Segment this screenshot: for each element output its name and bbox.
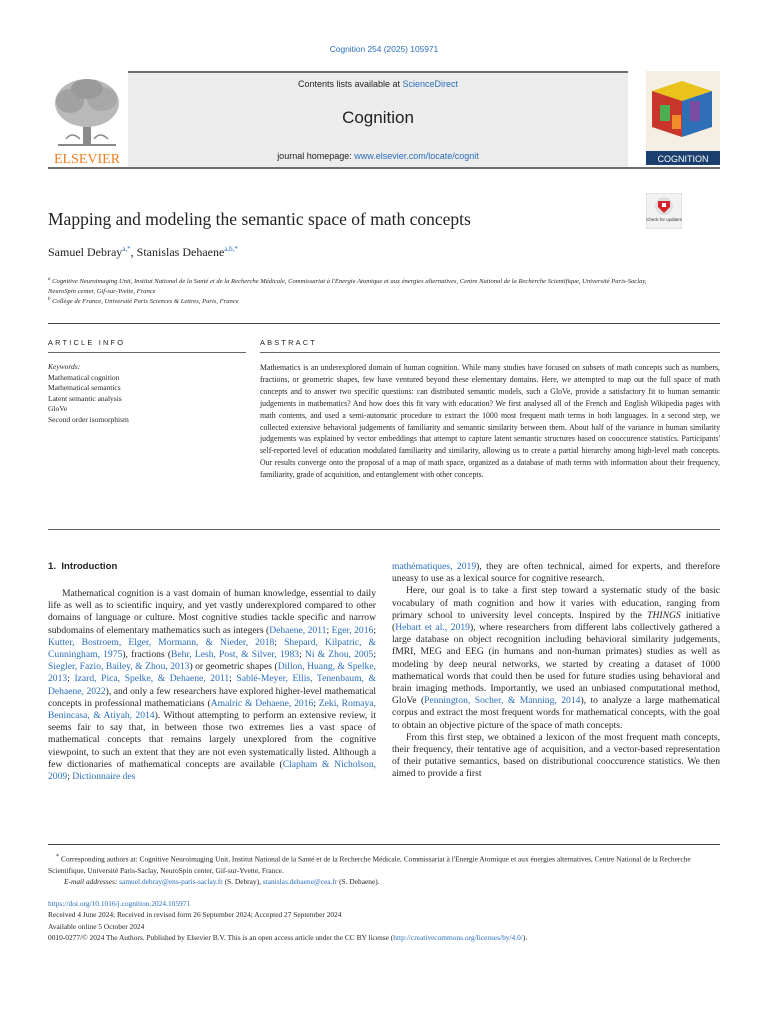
body-text: ; bbox=[373, 624, 376, 636]
contents-prefix: Contents lists available at bbox=[297, 79, 403, 89]
license-link[interactable]: http://creativecommons.org/licenses/by/4.0/ bbox=[393, 932, 523, 942]
abstract-text: Mathematics is an underexplored domain of human cognition. While many studies have focused on subsets of math concepts such as numbers, fractions, or geometric shapes, few have ventured beyond these elementary domains. Here, we attempted to map out the full space of math concepts and to answer two specific questions: can distributed semantic models, such a GloVe, provide a satisfactory fit to human semantic judgements in mathematics? And how does this fit vary with education? We first analysed all of the French and English Wikipedia pages with math contents, and used a semi-automatic procedure to extract the 1000 most frequent math terms in both languages. In a second step, we collected extensive behavioral judgements of familiarity and semantic similarity between them. About half of the variance in human similarity judgements was explained by vector embeddings that attempt to capture latent semantic structures based on cooccurence statistics. Participants' self-reported level of education modulated familiarity and similarity, allowing us to create a partial hierarchy among high-level math concepts. Our results converge onto the proposal of a map of math space, organized as a database of math terms with information about their frequency, familiarity, grade of acquisition, and entanglement with other concepts. bbox=[260, 363, 720, 480]
keyword: GloVe bbox=[48, 404, 68, 414]
license-line bbox=[48, 932, 720, 943]
body-text: initiative ( bbox=[392, 609, 720, 634]
body-text: Mathematical cognition is a vast domain of human knowledge, essential to daily life as well as to scientific inquiry, and yet vastly underexplored compared to other domains of language or culture. Most cognitive studies tackle specific and narrow subdomains of elementary mathematics such as integers ( bbox=[48, 588, 376, 636]
cover-image bbox=[646, 71, 720, 165]
body-text: ). Without attempting to perform an extensive review, it seems fair to say that, in between those two extremes lies a vast space of mathematical concepts that remains largely unexplored from the cognitive viewpoint, to such an extent that they are not even systematically listed. Although a few dictionaries of mathematical concepts are available ( bbox=[48, 710, 376, 770]
paragraph bbox=[392, 561, 720, 585]
body-text: ; bbox=[299, 649, 305, 661]
email-label: E-mail addresses: bbox=[64, 877, 120, 887]
doi-link[interactable]: https://doi.org/10.1016/j.cognition.2024.105971 bbox=[48, 899, 191, 908]
keyword: Mathematical cognition bbox=[48, 372, 120, 382]
license-text: 0010-0277/© 2024 The Authors. Published by Elsevier B.V. This is an open access article under the CC BY license ( bbox=[48, 932, 394, 942]
citation-link[interactable]: Amalric & Dehaene, 2016 bbox=[210, 697, 314, 709]
author-name: Samuel Debray bbox=[48, 245, 123, 259]
article-info-heading: ARTICLE INFO bbox=[48, 338, 126, 347]
section-number: 1. bbox=[48, 561, 57, 572]
footnote-body: Corresponding authors at: Cognitive Neuroimaging Unit, Institut National de la Santé et de la Recherche Médicale, Commissariat à l'Energie Atomique et aux énergies alternatives, Centre National de la Recherche Scientifique, Université Paris-Saclay, NeuroSpin center, Gif-sur-Yvette, France. bbox=[48, 854, 691, 875]
keyword: Latent semantic analysis bbox=[48, 393, 122, 403]
email-link[interactable]: samuel.debray@ens-paris-saclay.fr bbox=[119, 877, 223, 887]
email-owner: (S. Debray), bbox=[222, 877, 263, 887]
elsevier-wordmark: ELSEVIER bbox=[53, 152, 121, 165]
citation-link[interactable]: Hebart et al., 2019 bbox=[395, 622, 470, 634]
history-dates: Received 4 June 2024; Received in revised form 26 September 2024; Accepted 27 September 2024 bbox=[48, 910, 342, 920]
license-text: ). bbox=[522, 932, 528, 942]
author-affiliation-marks[interactable]: a,* bbox=[122, 245, 131, 253]
citation-link[interactable]: Ni & Zhou, 2005 bbox=[304, 649, 374, 661]
section-title: Introduction bbox=[61, 561, 118, 572]
journal-name: Cognition bbox=[342, 108, 414, 127]
abstract-heading: ABSTRACT bbox=[260, 338, 318, 347]
body-text: ; bbox=[229, 673, 237, 685]
corresponding-author-footnote bbox=[48, 852, 720, 888]
body-text: ) or geometric shapes ( bbox=[189, 661, 278, 673]
citation-link[interactable]: Eger, 2016 bbox=[331, 624, 374, 636]
homepage-link[interactable]: www.elsevier.com/locate/cognit bbox=[354, 151, 479, 161]
body-text: ), to analyze a large mathematical corpus and extract the most frequent words for mathematical concepts, with the goal to obtain an objective picture of the space of math concepts. bbox=[392, 695, 721, 731]
citation-link[interactable]: Dillon, Huang, & Spelke, 2013 bbox=[48, 661, 376, 685]
body-text: Here, our goal is to take a first step toward a systematic study of the basic vocabulary of math cognition and how it varies with education, ranging from primary school to university level concepts. Inspired by the bbox=[392, 585, 720, 621]
sciencedirect-link[interactable]: ScienceDirect bbox=[402, 79, 459, 89]
footnote-text bbox=[48, 852, 720, 876]
check-for-updates-badge[interactable] bbox=[646, 193, 682, 229]
journal-cover[interactable] bbox=[646, 71, 720, 165]
body-text: ), where researchers from different labs collectively gathered a large database on object recognition including behavioral similarity judgements, fMRI, MEG and EEG (in humans and non-human primates) studies as well as modeling by deep neural networks, we started by creating a dataset of 1000 mathematical words that could then be used for future studies using behavioral and brain imaging methods. Importantly, we used an unbiased computational method, GloVe ( bbox=[392, 622, 720, 707]
citation-link[interactable]: Dehaene, 2011 bbox=[269, 624, 327, 636]
front-matter bbox=[48, 898, 720, 943]
citation-link[interactable]: Behr, Lesh, Post, & Silver, 1983 bbox=[171, 649, 300, 661]
body-text: ; bbox=[373, 649, 376, 661]
homepage-line bbox=[128, 151, 628, 161]
affiliation bbox=[48, 295, 668, 307]
paragraph bbox=[48, 588, 376, 783]
body-text: ; bbox=[313, 697, 319, 709]
author-name: Stanislas Dehaene bbox=[136, 245, 225, 259]
keywords-label: Keywords: bbox=[48, 362, 81, 371]
citation-link[interactable]: Pennington, Socher, & Manning, 2014 bbox=[424, 695, 581, 707]
body-text: ), and only a few researchers have explored higher-level mathematical concepts in professional mathematicians ( bbox=[48, 685, 376, 709]
emphasis-text: THINGS bbox=[647, 609, 681, 621]
email-link[interactable]: stanislas.dehaene@cea.fr bbox=[262, 877, 338, 887]
citation-link[interactable]: Shepard, Kilpatric, & Cunningham, 1975 bbox=[48, 636, 376, 661]
body-text: ), fractions ( bbox=[122, 649, 172, 661]
divider bbox=[260, 352, 720, 353]
author-separator: , bbox=[130, 245, 137, 259]
email-owner: (S. Dehaene). bbox=[337, 877, 380, 887]
citation-link[interactable]: Zeki, Romaya, Benincasa, & Atiyah, 2014 bbox=[48, 697, 376, 722]
affiliation bbox=[48, 275, 668, 296]
email-line bbox=[48, 876, 720, 887]
divider bbox=[48, 323, 720, 324]
crossmark-icon bbox=[646, 193, 682, 229]
citation-link[interactable]: Kutter, Bostroem, Elger, Mormann, & Nieder, 2018 bbox=[48, 636, 275, 648]
affiliation-text: Collège de France, Université Paris Sciences & Lettres, Paris, France bbox=[52, 298, 239, 306]
elsevier-tree-icon bbox=[48, 73, 126, 165]
affiliation-mark: a bbox=[48, 277, 51, 282]
affiliation-text: Cognitive Neuroimaging Unit, Institut National de la Santé et de la Recherche Médicale, Commissariat à l'Energie Atomique et aux énergies alternatives, Centre National de la Recherche Scientifique, Université Paris-Saclay, NeuroSpin center, Gif-sur-Yvette, France bbox=[48, 278, 647, 295]
body-text: ; bbox=[326, 624, 332, 636]
affiliation-mark: b bbox=[48, 297, 51, 302]
citation-link[interactable]: Dictionnaire des bbox=[72, 771, 136, 783]
body-text: ; bbox=[67, 771, 73, 783]
contents-line bbox=[128, 79, 628, 89]
body-text: ; bbox=[67, 673, 75, 685]
citation-link[interactable]: Siegler, Fazio, Bailey, & Zhou, 2013 bbox=[48, 661, 190, 673]
right-column bbox=[392, 561, 720, 781]
citation-link[interactable]: Clapham & Nicholson, 2009 bbox=[48, 758, 377, 783]
keyword: Mathematical semantics bbox=[48, 383, 121, 393]
author-list bbox=[48, 245, 238, 260]
homepage-prefix: journal homepage: bbox=[277, 151, 355, 161]
online-date: Available online 5 October 2024 bbox=[48, 921, 145, 931]
keywords-block bbox=[48, 362, 248, 426]
paragraph bbox=[392, 585, 720, 731]
body-text: ), they are often technical, aimed for experts, and therefore uneasy to use as a lexical source for cognitive research. bbox=[392, 561, 721, 585]
left-column bbox=[48, 588, 376, 783]
footnote-divider bbox=[48, 844, 720, 845]
citation-link[interactable]: mathématiques, 2019 bbox=[392, 561, 477, 572]
crossmark-label: Check for updates bbox=[646, 217, 682, 222]
journal-citation[interactable]: Cognition 254 (2025) 105971 bbox=[329, 44, 439, 54]
section-heading bbox=[48, 561, 117, 572]
footnote-mark: * bbox=[56, 854, 60, 860]
header-rule bbox=[48, 167, 720, 169]
divider bbox=[48, 352, 246, 353]
divider bbox=[48, 529, 720, 530]
citation-link[interactable]: Sablé-Meyer, Ellis, Tenenbaum, & Dehaene, 2022 bbox=[48, 673, 376, 697]
author-affiliation-marks[interactable]: a,b,* bbox=[224, 245, 238, 253]
citation-link[interactable]: Izard, Pica, Spelke, & Dehaene, 2011 bbox=[74, 673, 230, 685]
keyword: Second order isomorphism bbox=[48, 414, 129, 424]
paragraph bbox=[392, 732, 720, 781]
cover-title: COGNITION bbox=[657, 154, 709, 164]
body-text: ; bbox=[274, 636, 285, 648]
article-title: Mapping and modeling the semantic space of math concepts bbox=[48, 209, 471, 229]
elsevier-logo[interactable] bbox=[48, 73, 126, 165]
body-text: From this first step, we obtained a lexicon of the most frequent math concepts, their frequency, their tentative age of acquisition, and a vector-based representation of their putative semantics, based on distributional cooccurence statistics. We then aimed to provide a first bbox=[392, 731, 720, 780]
